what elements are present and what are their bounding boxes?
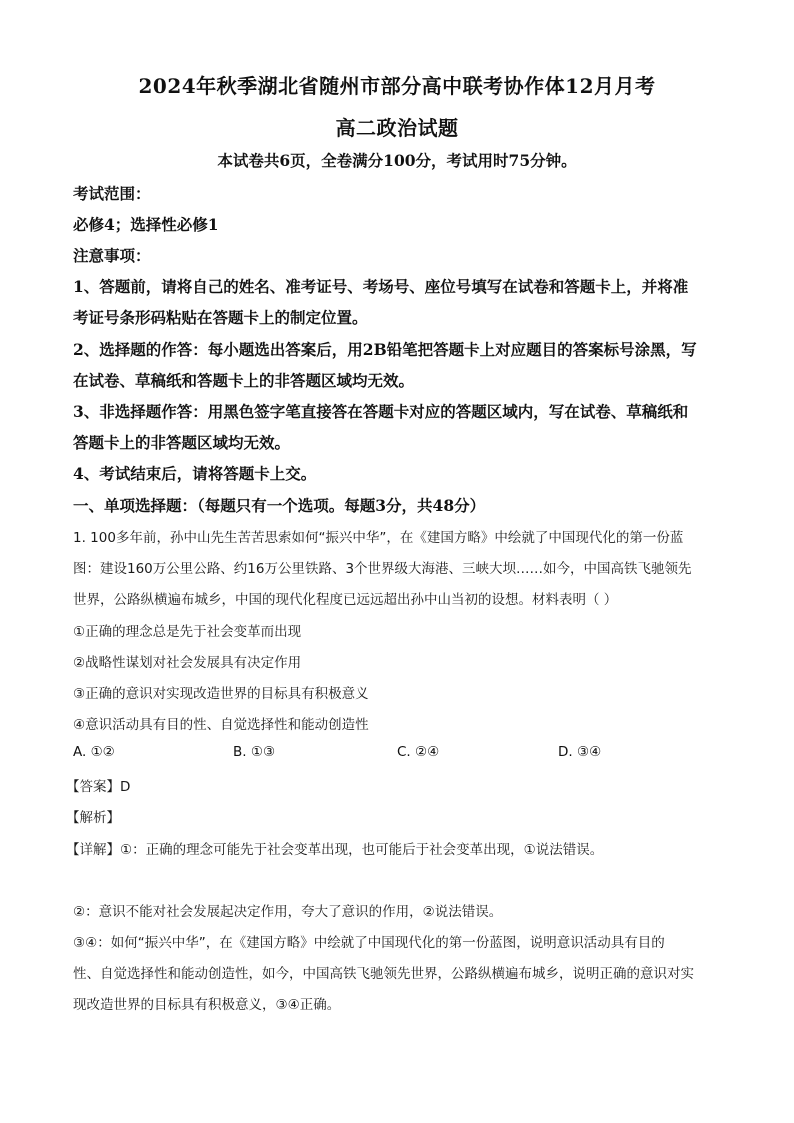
exam-subject-title: 高二政治试题 bbox=[335, 116, 459, 140]
note-1-line-2: 考证号条形码粘贴在答题卡上的制定位置。 bbox=[73, 308, 368, 327]
scope-value: 必修4；选择性必修1 bbox=[73, 215, 219, 234]
detail-line-5: 现改造世界的目标具有积极意义，③④正确。 bbox=[73, 997, 341, 1013]
option-d: D. ③④ bbox=[558, 744, 602, 760]
detail-line-4: 性、自觉选择性和能动创造性，如今，中国高铁飞驰领先世界，公路纵横遍布城乡，说明正确的意识对实 bbox=[73, 966, 694, 982]
question-1-item-3: ③正确的意识对实现改造世界的目标具有积极意义 bbox=[73, 686, 369, 702]
option-a: A. ①② bbox=[73, 744, 115, 760]
scope-label: 考试范围： bbox=[73, 184, 151, 203]
answer-label: 【答案】D bbox=[66, 779, 131, 795]
option-b: B. ①③ bbox=[233, 744, 276, 760]
detail-line-3: ③④：如何“振兴中华”，在《建国方略》中绘就了中国现代化的第一份蓝图，说明意识活动具有目的 bbox=[73, 935, 665, 951]
note-3-line-1: 3、非选择题作答：用黑色签字笔直接答在答题卡对应的答题区域内，写在试卷、草稿纸和 bbox=[73, 402, 689, 421]
note-4: 4、考试结束后，请将答题卡上交。 bbox=[73, 464, 317, 483]
note-1-line-1: 1、答题前，请将自己的姓名、准考证号、考场号、座位号填写在试卷和答题卡上，并将准 bbox=[73, 277, 689, 296]
question-1-item-2: ②战略性谋划对社会发展具有决定作用 bbox=[73, 655, 302, 671]
note-3-line-2: 答题卡上的非答题区域均无效。 bbox=[73, 433, 291, 452]
exam-summary: 本试卷共6页，全卷满分100分，考试用时75分钟。 bbox=[217, 151, 577, 170]
exam-title: 2024年秋季湖北省随州市部分高中联考协作体12月月考 bbox=[138, 74, 656, 98]
question-1-item-4: ④意识活动具有目的性、自觉选择性和能动创造性 bbox=[73, 717, 369, 733]
question-1-item-1: ①正确的理念总是先于社会变革而出现 bbox=[73, 624, 302, 640]
question-1-stem-line-3: 世界，公路纵横遍布城乡，中国的现代化程度已远远超出孙中山当初的设想。材料表明（ ） bbox=[73, 592, 618, 608]
analysis-label: 【解析】 bbox=[66, 810, 120, 826]
note-2-line-1: 2、选择题的作答：每小题选出答案后，用2B铅笔把答题卡上对应题目的答案标号涂黑，写 bbox=[73, 340, 697, 359]
notes-label: 注意事项： bbox=[73, 246, 151, 265]
detail-line-1: 【详解】①：正确的理念可能先于社会变革出现，也可能后于社会变革出现，①说法错误。 bbox=[66, 842, 604, 858]
detail-line-2: ②：意识不能对社会发展起决定作用，夸大了意识的作用，②说法错误。 bbox=[73, 904, 503, 920]
note-2-line-2: 在试卷、草稿纸和答题卡上的非答题区域均无效。 bbox=[73, 371, 415, 390]
option-c: C. ②④ bbox=[397, 744, 440, 760]
question-1-stem-line-2: 图：建设160万公里公路、约16万公里铁路、3个世界级大海港、三峡大坝……如今，中国高铁飞驰领先 bbox=[73, 561, 692, 577]
question-1-stem-line-1: 1. 100多年前，孙中山先生苦苦思索如何“振兴中华”，在《建国方略》中绘就了中国现代化的第一份蓝 bbox=[73, 530, 684, 546]
section-heading: 一、单项选择题：（每题只有一个选项。每题3分，共48分） bbox=[73, 496, 486, 515]
